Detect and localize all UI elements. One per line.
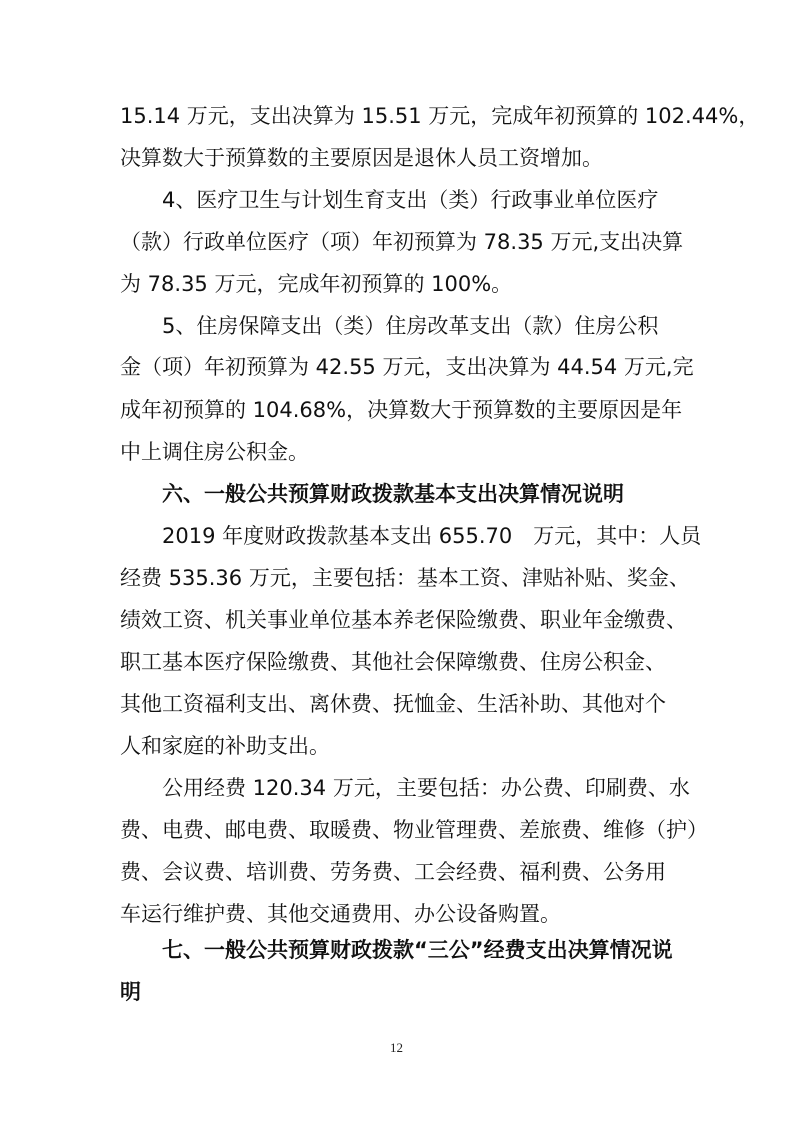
body-text-line: 经费 535.36 万元，主要包括：基本工资、津贴补贴、奖金、 bbox=[120, 566, 690, 590]
body-text-line: 费、电费、邮电费、取暖费、物业管理费、差旅费、维修（护） bbox=[120, 818, 708, 842]
paragraph-item-5: 5、住房保障支出（类）住房改革支出（款）住房公积 bbox=[162, 314, 659, 338]
body-text-line: （款）行政单位医疗（项）年初预算为 78.35 万元,支出决算 bbox=[120, 230, 684, 254]
body-text-line: 人和家庭的补助支出。 bbox=[120, 734, 330, 758]
body-text-line: 中上调住房公积金。 bbox=[120, 440, 309, 464]
body-text-line: 费、会议费、培训费、劳务费、工会经费、福利费、公务用 bbox=[120, 860, 666, 884]
page-number: 12 bbox=[390, 1040, 403, 1055]
section-heading-7: 七、一般公共预算财政拨款“三公”经费支出决算情况说 bbox=[162, 938, 673, 962]
body-text-line: 其他工资福利支出、离休费、抚恤金、生活补助、其他对个 bbox=[120, 692, 666, 716]
section-heading-6: 六、一般公共预算财政拨款基本支出决算情况说明 bbox=[162, 482, 624, 506]
body-text-line: 金（项）年初预算为 42.55 万元，支出决算为 44.54 万元,完 bbox=[120, 355, 694, 379]
body-text-line: 职工基本医疗保险缴费、其他社会保障缴费、住房公积金、 bbox=[120, 650, 666, 674]
body-text-line: 决算数大于预算数的主要原因是退休人员工资增加。 bbox=[120, 146, 603, 170]
paragraph-item-4: 4、医疗卫生与计划生育支出（类）行政事业单位医疗 bbox=[162, 188, 659, 212]
body-text-line: 成年初预算的 104.68%，决算数大于预算数的主要原因是年 bbox=[120, 398, 683, 422]
body-text-line: 15.14 万元，支出决算为 15.51 万元，完成年初预算的 102.44%， bbox=[120, 104, 760, 128]
body-text-line: 2019 年度财政拨款基本支出 655.70 万元，其中：人员 bbox=[162, 524, 702, 548]
section-heading-7-continued: 明 bbox=[120, 980, 141, 1004]
body-text-line: 车运行维护费、其他交通费用、办公设备购置。 bbox=[120, 902, 561, 926]
body-text-line: 绩效工资、机关事业单位基本养老保险缴费、职业年金缴费、 bbox=[120, 608, 687, 632]
body-text-line: 公用经费 120.34 万元，主要包括：办公费、印刷费、水 bbox=[162, 776, 690, 800]
body-text-line: 为 78.35 万元，完成年初预算的 100%。 bbox=[120, 272, 513, 296]
